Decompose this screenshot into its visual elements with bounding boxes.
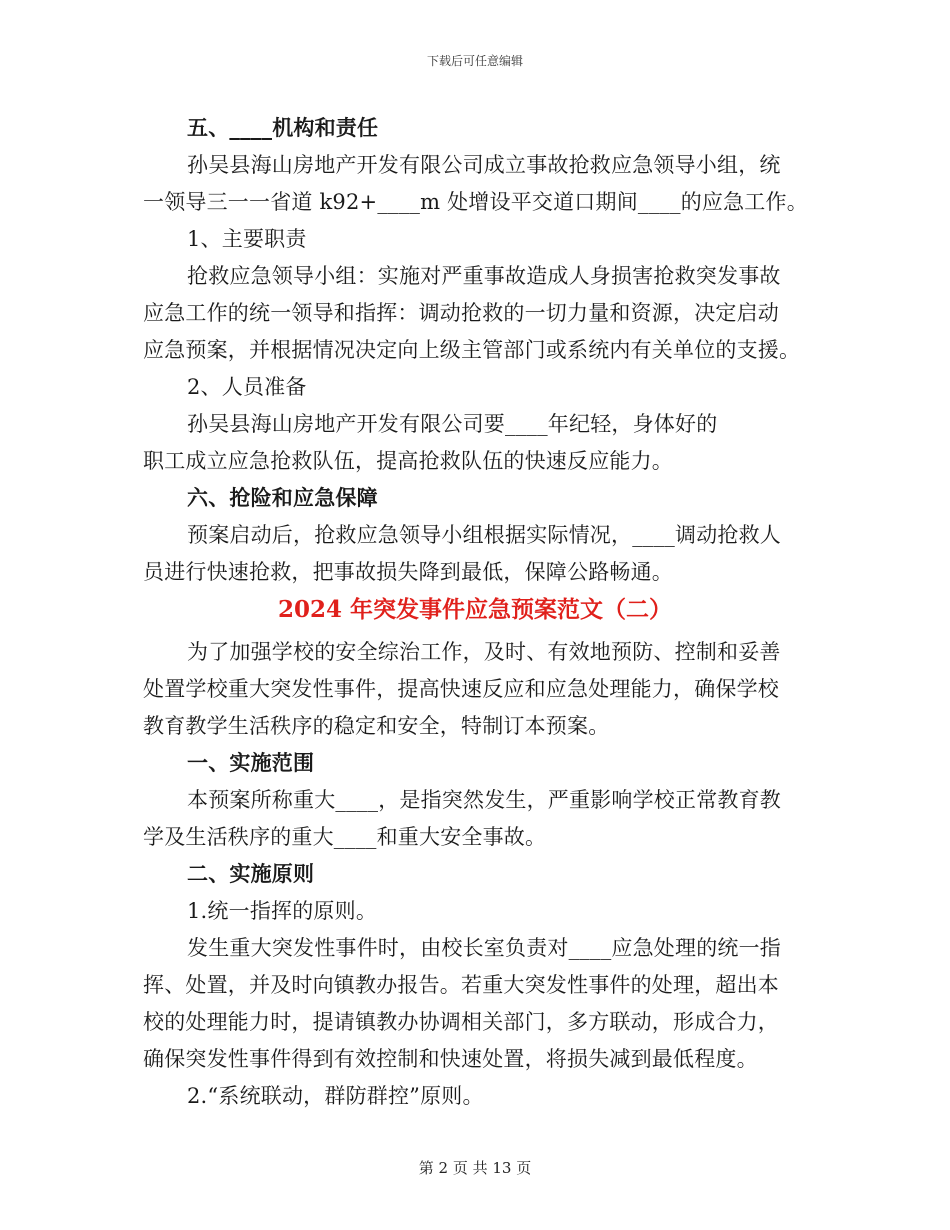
paragraph-line: 教育教学生活秩序的稳定和安全，特制订本预案。 bbox=[143, 714, 610, 738]
paragraph-line: 一领导三一一省道 k92+____m 处增设平交道口期间____的应急工作。 bbox=[143, 190, 808, 214]
subheading-unified-command: 1.统一指挥的原则。 bbox=[187, 899, 378, 923]
paragraph-line: 应急预案，并根据情况决定向上级主管部门或系统内有关单位的支援。 bbox=[143, 338, 801, 362]
heading-six: 六、抢险和应急保障 bbox=[187, 485, 378, 510]
paragraph-line: 处置学校重大突发性事件，提高快速反应和应急处理能力，确保学校 bbox=[143, 677, 779, 701]
paragraph-line: 挥、处置，并及时向镇教办报告。若重大突发性事件的处理，超出本 bbox=[143, 973, 779, 997]
paragraph-line: 确保突发性事件得到有效控制和快速处置，将损失减到最低程度。 bbox=[143, 1047, 758, 1071]
paragraph-line: 应急工作的统一领导和指挥：调动抢救的一切力量和资源，决定启动 bbox=[143, 301, 779, 325]
section-title: 2024 年突发事件应急预案范文（二） bbox=[277, 596, 673, 623]
subheading-duties: 1、主要职责 bbox=[187, 227, 307, 251]
paragraph-line: 学及生活秩序的重大____和重大安全事故。 bbox=[143, 825, 547, 849]
paragraph-line: 员进行快速抢救，把事故损失降到最低，保障公路畅通。 bbox=[143, 560, 673, 584]
paragraph-line: 预案启动后，抢救应急领导小组根据实际情况，____调动抢救人 bbox=[187, 523, 781, 547]
subheading-personnel: 2、人员准备 bbox=[187, 375, 307, 399]
page-number: 第 2 页 共 13 页 bbox=[418, 1159, 532, 1177]
paragraph-line: 为了加强学校的安全综治工作，及时、有效地预防、控制和妥善 bbox=[187, 640, 781, 664]
paragraph-line: 发生重大突发性事件时，由校长室负责对____应急处理的统一指 bbox=[187, 936, 781, 960]
heading-scope: 一、实施范围 bbox=[187, 750, 315, 775]
paragraph-line: 孙吴县海山房地产开发有限公司成立事故抢救应急领导小组，统 bbox=[187, 153, 781, 177]
paragraph-line: 职工成立应急抢救队伍，提高抢救队伍的快速反应能力。 bbox=[143, 449, 673, 473]
heading-principles: 二、实施原则 bbox=[187, 861, 315, 886]
paragraph-line: 本预案所称重大____，是指突然发生，严重影响学校正常教育教 bbox=[187, 788, 781, 812]
heading-five: 五、____机构和责任 bbox=[187, 115, 379, 140]
paragraph-line: 孙吴县海山房地产开发有限公司要____年纪轻，身体好的 bbox=[187, 412, 718, 436]
page-header: 下载后可任意编辑 bbox=[426, 54, 523, 68]
paragraph-line: 抢救应急领导小组：实施对严重事故造成人身损害抢救突发事故 bbox=[187, 264, 781, 288]
paragraph-line: 校的处理能力时，提请镇教办协调相关部门，多方联动，形成合力， bbox=[143, 1010, 779, 1034]
subheading-system-linkage: 2.“系统联动，群防群控”原则。 bbox=[187, 1084, 484, 1108]
